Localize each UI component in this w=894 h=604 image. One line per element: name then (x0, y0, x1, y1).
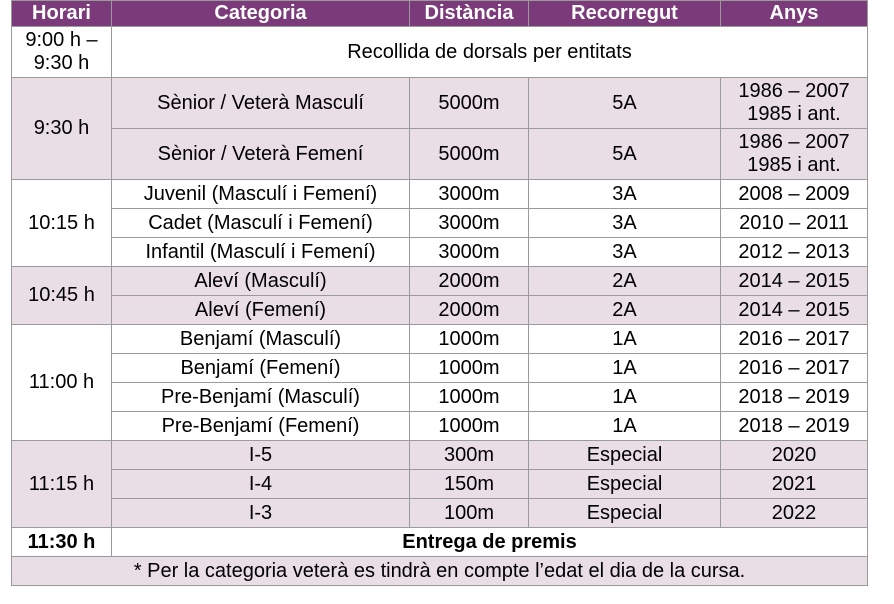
distancia-cell: 5000m (410, 78, 529, 129)
distancia-cell: 1000m (410, 383, 529, 412)
header-row (12, 1, 868, 27)
intro-text: Recollida de dorsals per entitats (112, 27, 868, 78)
categoria-cell: I-5 (112, 441, 410, 470)
anys-cell: 2020 (721, 441, 868, 470)
distancia-cell: 1000m (410, 412, 529, 441)
intro-row (12, 27, 868, 78)
anys-cell: 2014 – 2015 (721, 296, 868, 325)
distancia-cell: 100m (410, 499, 529, 528)
footnote-row (12, 557, 868, 586)
distancia-cell: 5000m (410, 129, 529, 180)
table-row (12, 78, 868, 129)
table-row (12, 209, 868, 238)
header-categoria: Categoria (112, 1, 410, 27)
categoria-cell: Juvenil (Masculí i Femení) (112, 180, 410, 209)
anys-line: 1985 i ant. (747, 154, 841, 176)
anys-line: 1986 – 2007 (738, 80, 850, 102)
header-horari: Horari (12, 1, 112, 27)
categoria-cell: Sènior / Veterà Masculí (112, 78, 410, 129)
distancia-cell: 2000m (410, 267, 529, 296)
anys-cell: 2012 – 2013 (721, 238, 868, 267)
awards-row (12, 528, 868, 557)
group-horari: 10:45 h (12, 267, 112, 325)
recorregut-cell: Especial (529, 499, 721, 528)
recorregut-cell: Especial (529, 470, 721, 499)
distancia-cell: 2000m (410, 296, 529, 325)
categoria-cell: Pre-Benjamí (Masculí) (112, 383, 410, 412)
anys-cell: 2018 – 2019 (721, 412, 868, 441)
table-row (12, 383, 868, 412)
anys-cell: 2016 – 2017 (721, 354, 868, 383)
recorregut-cell: 1A (529, 325, 721, 354)
distancia-cell: 150m (410, 470, 529, 499)
table-row (12, 499, 868, 528)
categoria-cell: Sènior / Veterà Femení (112, 129, 410, 180)
awards-text: Entrega de premis (112, 528, 868, 557)
table-row (12, 296, 868, 325)
anys-cell (721, 129, 868, 180)
categoria-cell: I-3 (112, 499, 410, 528)
footnote-text: * Per la categoria veterà es tindrà en compte l’edat el dia de la cursa. (12, 557, 868, 586)
distancia-cell: 3000m (410, 180, 529, 209)
intro-horari: 9:00 h – 9:30 h (12, 27, 112, 78)
distancia-cell: 3000m (410, 209, 529, 238)
recorregut-cell: 5A (529, 78, 721, 129)
recorregut-cell: 3A (529, 180, 721, 209)
recorregut-cell: 1A (529, 383, 721, 412)
recorregut-cell: Especial (529, 441, 721, 470)
table-row (12, 325, 868, 354)
categoria-cell: Aleví (Femení) (112, 296, 410, 325)
schedule-table (11, 0, 868, 586)
recorregut-cell: 1A (529, 354, 721, 383)
awards-horari: 11:30 h (12, 528, 112, 557)
table-row (12, 412, 868, 441)
group-horari: 11:15 h (12, 441, 112, 528)
group-horari: 10:15 h (12, 180, 112, 267)
categoria-cell: Pre-Benjamí (Femení) (112, 412, 410, 441)
recorregut-cell: 2A (529, 296, 721, 325)
header-anys: Anys (721, 1, 868, 27)
recorregut-cell: 2A (529, 267, 721, 296)
recorregut-cell: 3A (529, 238, 721, 267)
categoria-cell: Aleví (Masculí) (112, 267, 410, 296)
anys-cell: 2022 (721, 499, 868, 528)
group-horari: 11:00 h (12, 325, 112, 441)
recorregut-cell: 1A (529, 412, 721, 441)
distancia-cell: 300m (410, 441, 529, 470)
table-row (12, 267, 868, 296)
table-row (12, 470, 868, 499)
table-row (12, 129, 868, 180)
categoria-cell: Benjamí (Femení) (112, 354, 410, 383)
table-row (12, 238, 868, 267)
categoria-cell: I-4 (112, 470, 410, 499)
group-horari: 9:30 h (12, 78, 112, 180)
anys-cell: 2018 – 2019 (721, 383, 868, 412)
anys-cell (721, 78, 868, 129)
distancia-cell: 3000m (410, 238, 529, 267)
categoria-cell: Infantil (Masculí i Femení) (112, 238, 410, 267)
distancia-cell: 1000m (410, 325, 529, 354)
categoria-cell: Cadet (Masculí i Femení) (112, 209, 410, 238)
table-row (12, 441, 868, 470)
table-row (12, 354, 868, 383)
anys-cell: 2010 – 2011 (721, 209, 868, 238)
anys-line: 1985 i ant. (747, 103, 841, 125)
distancia-cell: 1000m (410, 354, 529, 383)
header-distancia: Distància (410, 1, 529, 27)
categoria-cell: Benjamí (Masculí) (112, 325, 410, 354)
header-recorregut: Recorregut (529, 1, 721, 27)
anys-cell: 2021 (721, 470, 868, 499)
anys-cell: 2008 – 2009 (721, 180, 868, 209)
recorregut-cell: 5A (529, 129, 721, 180)
anys-line: 1986 – 2007 (738, 131, 850, 153)
table-row (12, 180, 868, 209)
anys-cell: 2014 – 2015 (721, 267, 868, 296)
recorregut-cell: 3A (529, 209, 721, 238)
schedule-table-wrapper (11, 0, 868, 586)
anys-cell: 2016 – 2017 (721, 325, 868, 354)
